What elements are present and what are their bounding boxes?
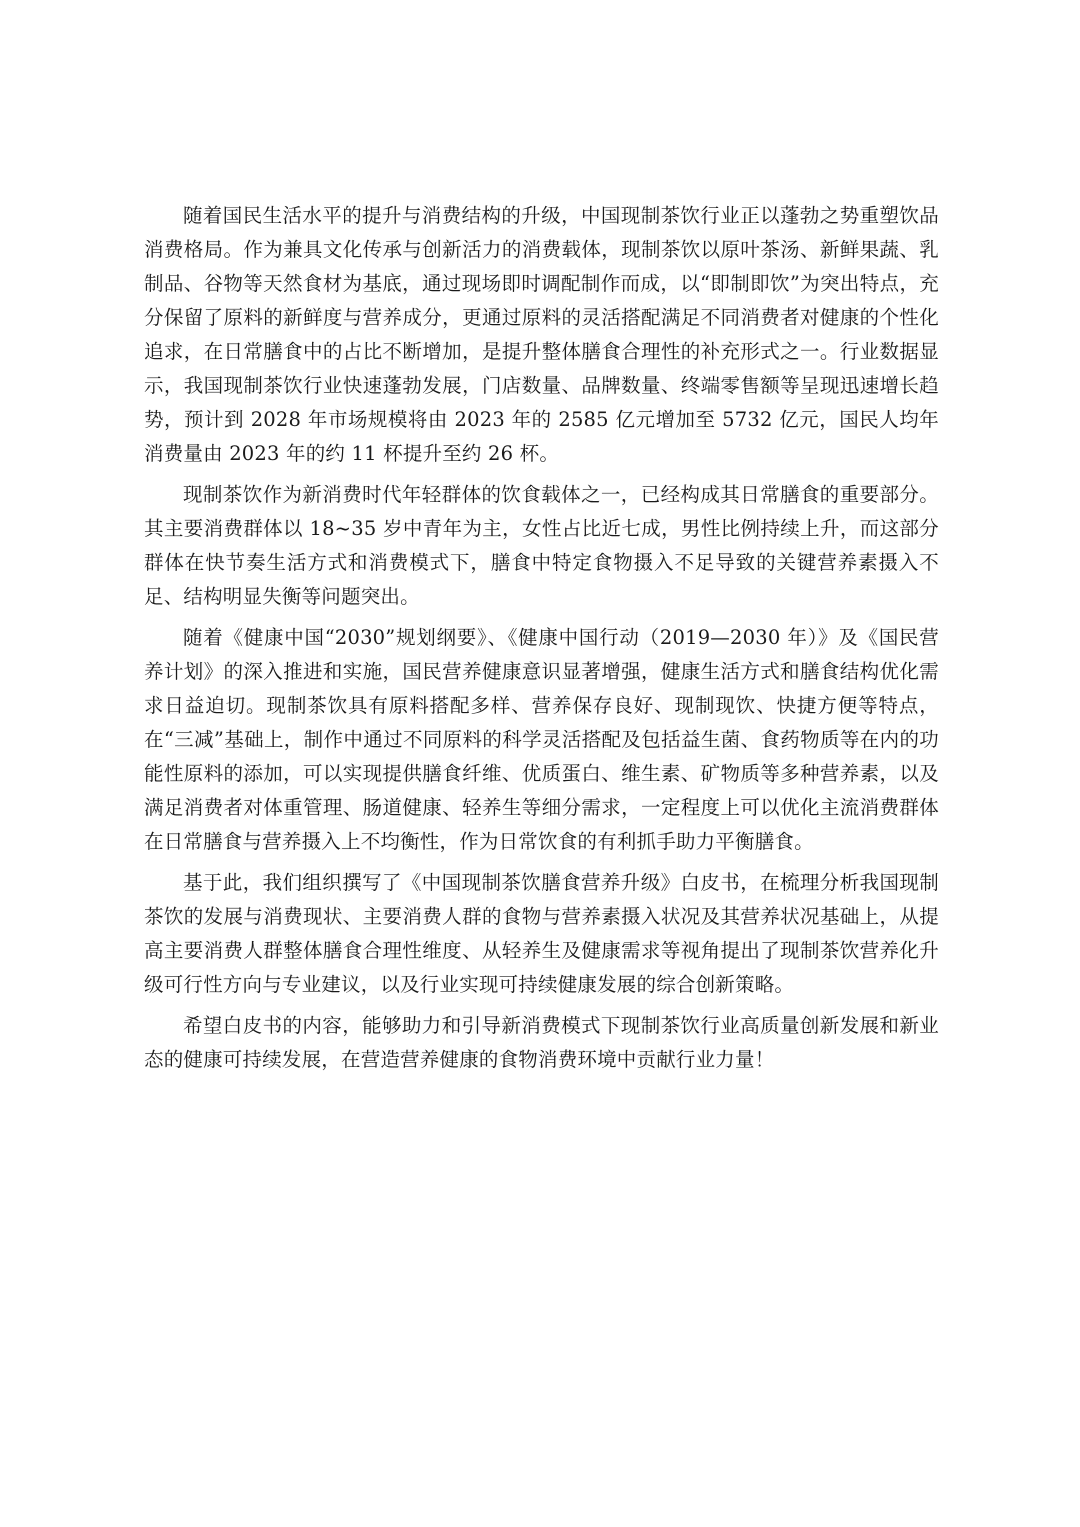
paragraph-policy-background: 随着《健康中国“2030”规划纲要》、《健康中国行动（2019—2030 年）》及《国民营养计划》的深入推进和实施，国民营养健康意识显著增强，健康生活方式和膳食结构优化需求日益迫切。现制茶饮具有原料搭配多样、营养保存良好、现制现饮、快捷方便等特点，在“三减”基础上，制作中通过不同原料的科学灵活搭配及包括益生菌、食药物质等在内的功能性原料的添加，可以实现提供膳食纤维、优质蛋白、维生素、矿物质等多种营养素，以及满足消费者对体重管理、肠道健康、轻养生等细分需求，一定程度上可以优化主流消费群体在日常膳食与营养摄入上不均衡性，作为日常饮食的有利抓手助力平衡膳食。 [144, 626, 939, 853]
paragraph-consumer-group: 现制茶饮作为新消费时代年轻群体的饮食载体之一，已经构成其日常膳食的重要部分。其主要消费群体以 18~35 岁中青年为主，女性占比近七成，男性比例持续上升，而这部分群体在快节奏生活方式和消费模式下，膳食中特定食物摄入不足导致的关键营养素摄入不足、结构明显失衡等问题突出。 [144, 483, 939, 608]
paragraph-closing-hope: 希望白皮书的内容，能够助力和引导新消费模式下现制茶饮行业高质量创新发展和新业态的健康可持续发展，在营造营养健康的食物消费环境中贡献行业力量！ [144, 1014, 939, 1071]
document-body [144, 199, 939, 1077]
paragraph-whitepaper-purpose: 基于此，我们组织撰写了《中国现制茶饮膳食营养升级》白皮书，在梳理分析我国现制茶饮的发展与消费现状、主要消费人群的食物与营养素摄入状况及其营养状况基础上，从提高主要消费人群整体膳食合理性维度、从轻养生及健康需求等视角提出了现制茶饮营养化升级可行性方向与专业建议，以及行业实现可持续健康发展的综合创新策略。 [144, 871, 939, 996]
paragraph-market-growth: 随着国民生活水平的提升与消费结构的升级，中国现制茶饮行业正以蓬勃之势重塑饮品消费格局。作为兼具文化传承与创新活力的消费载体，现制茶饮以原叶茶汤、新鲜果蔬、乳制品、谷物等天然食材为基底，通过现场即时调配制作而成，以“即制即饮”为突出特点，充分保留了原料的新鲜度与营养成分，更通过原料的灵活搭配满足不同消费者对健康的个性化追求，在日常膳食中的占比不断增加，是提升整体膳食合理性的补充形式之一。行业数据显示，我国现制茶饮行业快速蓬勃发展，门店数量、品牌数量、终端零售额等呈现迅速增长趋势，预计到 2028 年市场规模将由 2023 年的 2585 亿元增加至 5732 亿元，国民人均年消费量由 2023 年的约 11 杯提升至约 26 杯。 [144, 204, 939, 465]
